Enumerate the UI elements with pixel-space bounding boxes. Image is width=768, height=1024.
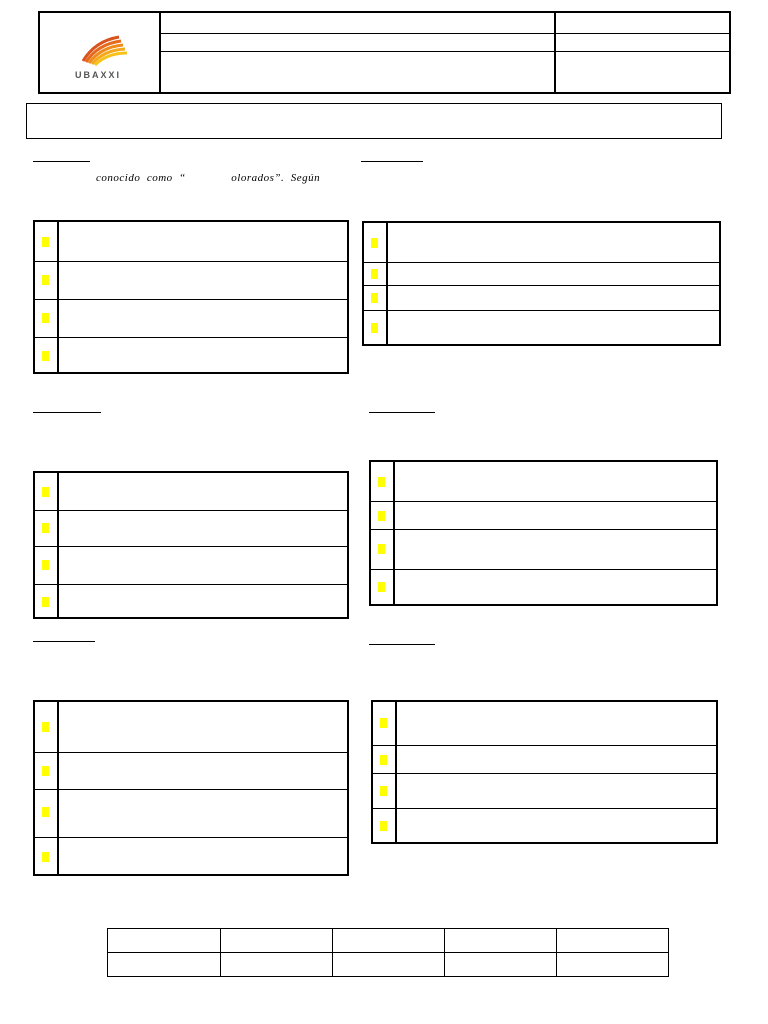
- option-row[interactable]: [35, 222, 347, 261]
- option-marker[interactable]: [378, 477, 385, 487]
- option-row[interactable]: [373, 808, 716, 845]
- option-row[interactable]: [35, 261, 347, 300]
- option-row[interactable]: [371, 462, 716, 501]
- question-4-number-line: [369, 412, 435, 413]
- option-row[interactable]: [35, 837, 347, 877]
- option-row[interactable]: [35, 473, 347, 510]
- option-row[interactable]: [373, 745, 716, 774]
- option-marker[interactable]: [42, 560, 49, 570]
- option-marker[interactable]: [371, 323, 378, 333]
- header-row-line-1: [161, 33, 729, 34]
- option-row[interactable]: [35, 299, 347, 338]
- question-5-number-line: [33, 641, 95, 642]
- answer-grid-row-line: [108, 952, 668, 953]
- option-row[interactable]: [35, 510, 347, 547]
- answer-grid: [107, 928, 669, 977]
- option-marker[interactable]: [42, 487, 49, 497]
- option-row[interactable]: [373, 773, 716, 809]
- option-marker[interactable]: [378, 582, 385, 592]
- answer-grid-column-line: [332, 929, 333, 976]
- option-marker[interactable]: [42, 275, 49, 285]
- option-marker[interactable]: [371, 269, 378, 279]
- question-3-number-line: [33, 412, 101, 413]
- option-marker[interactable]: [380, 786, 387, 796]
- question-3-options: [33, 471, 349, 619]
- question-1-options: [33, 220, 349, 374]
- question-5-options: [33, 700, 349, 876]
- option-marker[interactable]: [42, 722, 49, 732]
- header-row-line-2: [161, 51, 729, 52]
- answer-grid-column-line: [444, 929, 445, 976]
- option-row[interactable]: [371, 529, 716, 570]
- option-marker[interactable]: [380, 718, 387, 728]
- question-4-options: [369, 460, 718, 606]
- answer-grid-column-line: [556, 929, 557, 976]
- option-marker[interactable]: [371, 238, 378, 248]
- question-1-number-line: [33, 161, 90, 162]
- option-row[interactable]: [371, 569, 716, 607]
- option-row[interactable]: [35, 337, 347, 375]
- ubaxxi-logo-icon: [73, 33, 133, 73]
- option-row[interactable]: [35, 702, 347, 752]
- question-1-text: conocido como “ olorados”. Según: [96, 172, 321, 184]
- option-marker[interactable]: [42, 237, 49, 247]
- option-marker[interactable]: [42, 766, 49, 776]
- option-marker[interactable]: [42, 313, 49, 323]
- logo-cell: [40, 13, 161, 92]
- option-row[interactable]: [373, 702, 716, 745]
- answer-grid-column-line: [220, 929, 221, 976]
- option-marker[interactable]: [380, 755, 387, 765]
- option-row[interactable]: [364, 223, 719, 262]
- option-marker[interactable]: [380, 821, 387, 831]
- logo-text: UBAXXI: [75, 70, 122, 80]
- option-marker[interactable]: [371, 293, 378, 303]
- title-box: [26, 103, 722, 139]
- header-divider: [554, 13, 556, 92]
- option-marker[interactable]: [42, 807, 49, 817]
- option-row[interactable]: [35, 584, 347, 620]
- question-6-options: [371, 700, 718, 844]
- option-marker[interactable]: [378, 544, 385, 554]
- option-row[interactable]: [371, 501, 716, 530]
- option-marker[interactable]: [378, 511, 385, 521]
- option-row[interactable]: [364, 262, 719, 286]
- option-row[interactable]: [364, 310, 719, 347]
- option-marker[interactable]: [42, 523, 49, 533]
- question-6-number-line: [369, 644, 435, 645]
- option-marker[interactable]: [42, 852, 49, 862]
- option-marker[interactable]: [42, 597, 49, 607]
- question-2-number-line: [361, 161, 423, 162]
- option-marker[interactable]: [42, 351, 49, 361]
- option-row[interactable]: [35, 546, 347, 585]
- option-row[interactable]: [35, 789, 347, 838]
- header-table: [38, 11, 731, 94]
- question-2-options: [362, 221, 721, 346]
- option-row[interactable]: [364, 285, 719, 311]
- option-row[interactable]: [35, 752, 347, 790]
